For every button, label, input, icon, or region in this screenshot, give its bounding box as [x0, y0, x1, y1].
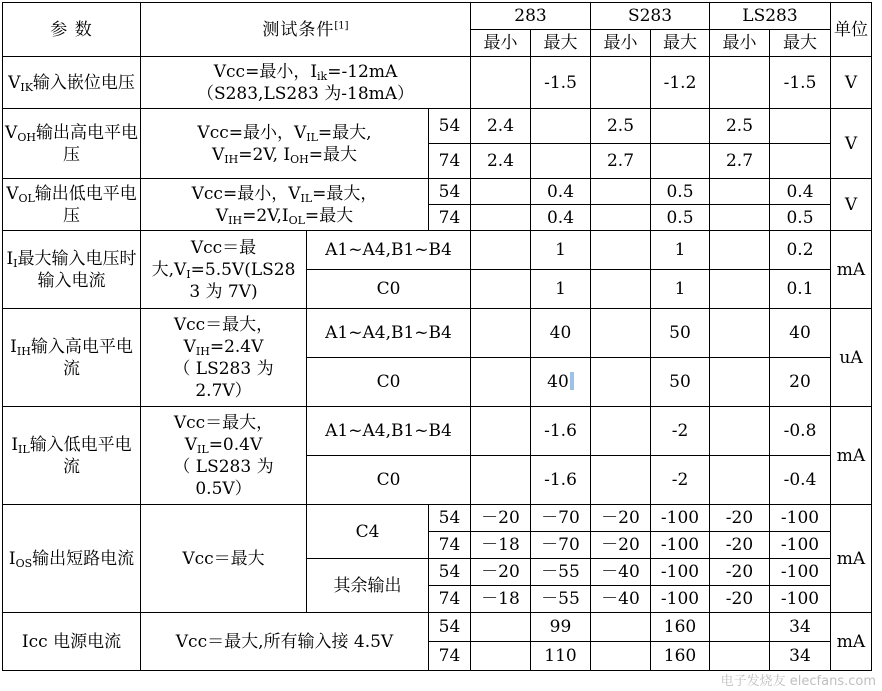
- cell-empty: [471, 205, 531, 231]
- cell-empty: [471, 270, 531, 309]
- cell-s283-max: 1: [651, 231, 710, 270]
- cell-ls283-max: 34: [770, 642, 831, 671]
- cell-ls283-min: -20: [710, 532, 770, 559]
- param-ios: $I_{OS}$输出短路电流: [3, 505, 141, 613]
- cell-empty: [710, 407, 770, 456]
- spec-table: [2, 2, 872, 671]
- cell-empty: [710, 205, 770, 231]
- unit-icc: mA: [831, 613, 872, 671]
- cell-empty: [770, 109, 831, 144]
- cell-283-max: 0.4: [531, 179, 591, 205]
- cell-ls283-max: -100: [770, 559, 831, 586]
- cond-vik: Vcc=最小，$I_{ik}=-12mA$ （S283,LS283 为-18mA）: [141, 57, 471, 109]
- cell-283-min: －20: [471, 505, 531, 532]
- param-icc: Icc 电源电流: [3, 613, 141, 671]
- unit-vol: V: [831, 179, 872, 231]
- cond-iil: Vcc＝最大， $V_{IL}=0.4V$ （ LS283 为 0.5V）: [141, 407, 307, 505]
- cell-empty: [591, 407, 651, 456]
- cell-empty: [591, 179, 651, 205]
- cell-empty: [471, 407, 531, 456]
- cell-s283-max: -100: [651, 532, 710, 559]
- unit-ii: mA: [831, 231, 872, 309]
- header-max: 最大: [770, 30, 831, 57]
- cell-empty: [710, 309, 770, 358]
- temp-74: 74: [429, 642, 471, 671]
- text-cursor: [570, 372, 574, 390]
- cell-s283-max: 0.5: [651, 205, 710, 231]
- cell-s283-max: 160: [651, 642, 710, 671]
- cell-283-min: －20: [471, 559, 531, 586]
- cell-283-max: 40: [531, 309, 591, 358]
- cell-s283-max: -100: [651, 559, 710, 586]
- cond-vol: Vcc=最小，$V_{IL}=$最大， $V_{IH}=2V,I_{OL}=$最大: [141, 179, 429, 231]
- cell-s283-min: －40: [591, 559, 651, 586]
- cell-empty: [471, 231, 531, 270]
- cell-283-max: -1.6: [531, 407, 591, 456]
- cell-ls283-max: -100: [770, 532, 831, 559]
- cell-283-max: 1: [531, 270, 591, 309]
- cell-empty: [710, 613, 770, 642]
- cell-ls283-min: 2.5: [710, 109, 770, 144]
- cell-283-max: 0.4: [531, 205, 591, 231]
- cell-s283-max: -100: [651, 505, 710, 532]
- cell-ls283-max: 40: [770, 309, 831, 358]
- cell-s283-max: -100: [651, 586, 710, 613]
- output-c4: C4: [307, 505, 429, 559]
- cell-empty: [710, 642, 770, 671]
- header-max: 最大: [651, 30, 710, 57]
- param-vol: $V_{OL}$输出低电平电压: [3, 179, 141, 231]
- unit-voh: V: [831, 109, 872, 179]
- cell-283-max-selected[interactable]: 40: [531, 358, 591, 407]
- temp: 54: [429, 559, 471, 586]
- cell-283-min: 2.4: [471, 109, 531, 144]
- cell-283-max: 99: [531, 613, 591, 642]
- cell-s283-max: 50: [651, 309, 710, 358]
- cell-empty: [471, 179, 531, 205]
- cell-empty: [651, 109, 710, 144]
- param-voh: $V_{OH}$输出高电平电压: [3, 109, 141, 179]
- output-others: 其余输出: [307, 559, 429, 613]
- cell-ls283-max: 0.1: [770, 270, 831, 309]
- param-vik: $V_{IK}$输入嵌位电压: [3, 57, 141, 109]
- cond-iih: Vcc＝最大， $V_{IH}=2.4V$ （ LS283 为 2.7V）: [141, 309, 307, 407]
- cell-s283-max: 160: [651, 613, 710, 642]
- cell-ls283-max: 0.4: [770, 179, 831, 205]
- unit-iih: uA: [831, 309, 872, 407]
- cell-empty: [591, 456, 651, 505]
- watermark: 电子发烧友 elecfans.com: [720, 674, 876, 689]
- cell-empty: [471, 358, 531, 407]
- cond-ios: Vcc＝最大: [141, 505, 307, 613]
- cell-empty: [591, 309, 651, 358]
- header-condition: 测试条件[1]: [141, 3, 471, 57]
- cell-empty: [591, 642, 651, 671]
- cell-s283-min: －40: [591, 586, 651, 613]
- cell-s283-max: -1.2: [651, 57, 710, 109]
- cell-empty: [591, 57, 651, 109]
- cond-ii: Vcc＝最 大$,V_I=5.5V(LS28$ 3 为 7V): [141, 231, 307, 309]
- cell-283-max: －55: [531, 559, 591, 586]
- param-ii: $I_I$最大输入电压时输入电流: [3, 231, 141, 309]
- temp-54: 54: [429, 613, 471, 642]
- cell-ls283-min: -20: [710, 559, 770, 586]
- cell-ls283-min: -20: [710, 505, 770, 532]
- temp-54: 54: [429, 179, 471, 205]
- cell-empty: [710, 231, 770, 270]
- unit-vik: V: [831, 57, 872, 109]
- cell-empty: [531, 144, 591, 179]
- pins-a1-b4: A1~A4,B1~B4: [307, 407, 471, 456]
- cell-ls283-min: 2.7: [710, 144, 770, 179]
- temp-74: 74: [429, 205, 471, 231]
- temp: 74: [429, 586, 471, 613]
- cell-ls283-max: 20: [770, 358, 831, 407]
- cell-empty: [471, 309, 531, 358]
- cell-ls283-min: -20: [710, 586, 770, 613]
- temp: 74: [429, 532, 471, 559]
- pin-c0: C0: [307, 358, 471, 407]
- cell-ls283-max: 34: [770, 613, 831, 642]
- cell-empty: [710, 57, 770, 109]
- cell-283-max: -1.5: [531, 57, 591, 109]
- cell-s283-max: 1: [651, 270, 710, 309]
- cell-283-max: 1: [531, 231, 591, 270]
- pins-a1-b4: A1~A4,B1~B4: [307, 231, 471, 270]
- pins-a1-b4: A1~A4,B1~B4: [307, 309, 471, 358]
- cell-empty: [471, 613, 531, 642]
- cell-empty: [710, 456, 770, 505]
- cell-s283-min: －20: [591, 505, 651, 532]
- cell-283-min: －18: [471, 532, 531, 559]
- cell-s283-max: 0.5: [651, 179, 710, 205]
- header-min: 最小: [710, 30, 770, 57]
- unit-ios: mA: [831, 505, 872, 613]
- cell-ls283-max: -100: [770, 586, 831, 613]
- cond-voh: Vcc=最小，$V_{IL}=$最大, $V_{IH}=2V$, $I_{OH}=$最大: [141, 109, 429, 179]
- cell-283-max: －70: [531, 532, 591, 559]
- cell-283-max: -1.6: [531, 456, 591, 505]
- header-max: 最大: [531, 30, 591, 57]
- pin-c0: C0: [307, 456, 471, 505]
- header-min: 最小: [471, 30, 531, 57]
- cell-empty: [471, 57, 531, 109]
- header-param: 参 数: [3, 3, 141, 57]
- header-s283: S283: [591, 3, 710, 30]
- temp-74: 74: [429, 144, 471, 179]
- header-283: 283: [471, 3, 591, 30]
- cell-empty: [651, 144, 710, 179]
- cond-icc: Vcc＝最大,所有输入接 4.5V: [141, 613, 429, 671]
- cell-empty: [471, 642, 531, 671]
- cell-ls283-max: 0.2: [770, 231, 831, 270]
- cell-empty: [710, 179, 770, 205]
- cell-283-min: －18: [471, 586, 531, 613]
- pin-c0: C0: [307, 270, 471, 309]
- cell-empty: [770, 144, 831, 179]
- temp-54: 54: [429, 109, 471, 144]
- cell-ls283-max: -100: [770, 505, 831, 532]
- cell-ls283-max: -0.4: [770, 456, 831, 505]
- cell-empty: [591, 613, 651, 642]
- cell-s283-min: 2.7: [591, 144, 651, 179]
- cell-empty: [710, 270, 770, 309]
- cell-s283-max: -2: [651, 407, 710, 456]
- cell-283-min: 2.4: [471, 144, 531, 179]
- temp: 54: [429, 505, 471, 532]
- param-iil: $I_{IL}$输入低电平电流: [3, 407, 141, 505]
- param-iih: $I_{IH}$输入高电平电流: [3, 309, 141, 407]
- unit-iil: mA: [831, 407, 872, 505]
- cell-empty: [591, 270, 651, 309]
- cell-empty: [591, 358, 651, 407]
- cell-empty: [531, 109, 591, 144]
- cell-ls283-max: -1.5: [770, 57, 831, 109]
- cell-283-max: －70: [531, 505, 591, 532]
- cell-empty: [591, 205, 651, 231]
- cell-s283-max: 50: [651, 358, 710, 407]
- cell-empty: [471, 456, 531, 505]
- cell-s283-min: 2.5: [591, 109, 651, 144]
- cell-s283-max: -2: [651, 456, 710, 505]
- cell-ls283-max: -0.8: [770, 407, 831, 456]
- header-min: 最小: [591, 30, 651, 57]
- cell-empty: [710, 358, 770, 407]
- cell-empty: [591, 231, 651, 270]
- cell-283-max: 110: [531, 642, 591, 671]
- cell-283-max: －55: [531, 586, 591, 613]
- header-unit: 单位: [831, 3, 872, 57]
- header-ls283: LS283: [710, 3, 831, 30]
- cell-ls283-max: 0.5: [770, 205, 831, 231]
- cell-s283-min: －20: [591, 532, 651, 559]
